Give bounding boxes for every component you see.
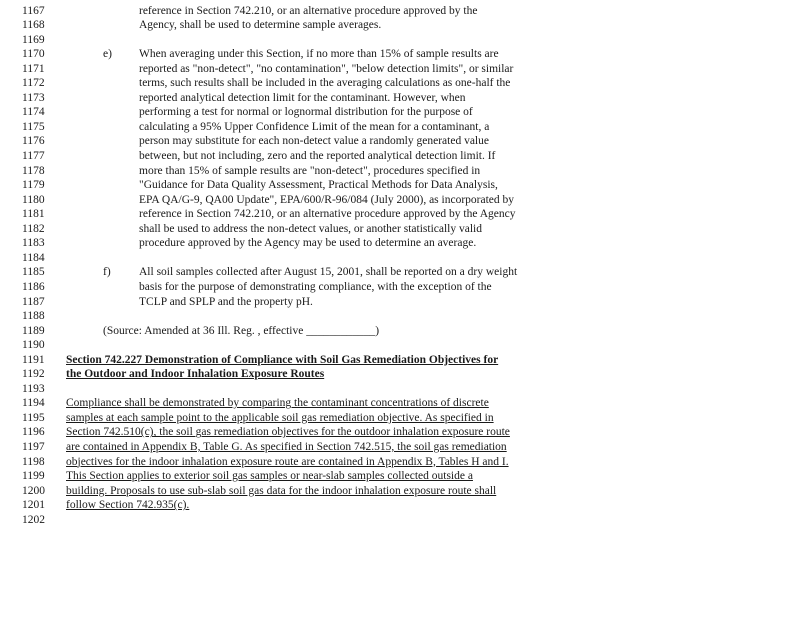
body-text: reported analytical detection limit for the contaminant. However, when	[139, 91, 466, 104]
body-text: are contained in Appendix B, Table G. As specified in Section 742.515, the soil gas remediation	[66, 441, 507, 453]
body-text: reported as "non-detect", "no contamination", "below detection limits", or similar	[139, 62, 514, 75]
line-number: 1179	[22, 179, 45, 192]
body-text: EPA QA/G-9, QA00 Update", EPA/600/R-96/084 (July 2000), as incorporated by	[139, 193, 515, 206]
body-text: between, but not including, zero and the reported analytical detection limit. If	[139, 150, 496, 162]
body-text: "Guidance for Data Quality Assessment, Practical Methods for Data Analysis,	[139, 179, 498, 192]
line-number: 1198	[22, 455, 45, 468]
line-number: 1189	[22, 324, 45, 337]
line-number: 1176	[22, 135, 45, 148]
line-number: 1194	[22, 397, 45, 410]
section-heading: the Outdoor and Indoor Inhalation Exposure Routes	[66, 368, 325, 381]
line-number: 1182	[22, 222, 45, 235]
line-number: 1192	[22, 368, 45, 381]
line-number: 1190	[22, 339, 45, 352]
body-text: Compliance shall be demonstrated by comparing the contaminant concentrations of discrete	[66, 397, 489, 410]
body-text: Agency, shall be used to determine sample averages.	[139, 19, 382, 32]
line-number: 1185	[22, 266, 45, 279]
line-number: 1171	[22, 62, 45, 75]
body-text: reference in Section 742.210, or an alternative procedure approved by the Agency	[139, 208, 516, 221]
line-number: 1197	[22, 441, 45, 453]
line-number: 1195	[22, 411, 45, 424]
body-text: objectives for the indoor inhalation exposure route are contained in Appendix B, Tables H and I.	[66, 455, 509, 468]
line-number: 1170	[22, 48, 45, 61]
line-number: 1188	[22, 310, 45, 323]
line-number: 1173	[22, 91, 45, 104]
line-number: 1187	[22, 295, 45, 308]
body-text: performing a test for normal or lognormal distribution for the purpose of	[139, 106, 473, 119]
body-text: building. Proposals to use sub-slab soil gas data for the indoor inhalation exposure route shall	[66, 484, 497, 497]
line-number: 1196	[22, 426, 45, 439]
body-text: basis for the purpose of demonstrating compliance, with the exception of the	[139, 280, 492, 293]
line-number: 1169	[22, 33, 45, 46]
body-text: f)	[103, 266, 111, 279]
body-text: calculating a 95% Upper Confidence Limit of the mean for a contaminant, a	[139, 120, 490, 133]
body-text: (Source: Amended at 36 Ill. Reg. , effective ____________)	[103, 324, 380, 337]
line-number: 1183	[22, 237, 45, 250]
line-number: 1174	[22, 106, 45, 119]
line-number: 1175	[22, 120, 45, 133]
body-text: All soil samples collected after August 15, 2001, shall be reported on a dry weight	[139, 266, 518, 279]
line-number: 1191	[22, 353, 45, 366]
line-number: 1167	[22, 4, 45, 17]
line-number: 1180	[22, 193, 45, 206]
body-text: follow Section 742.935(c).	[66, 499, 190, 512]
body-text: e)	[103, 48, 112, 61]
line-number: 1184	[22, 251, 45, 264]
body-text: person may substitute for each non-detect value a randomly generated value	[139, 135, 489, 148]
line-number: 1201	[22, 499, 45, 512]
line-number: 1186	[22, 280, 45, 293]
body-text: reference in Section 742.210, or an alternative procedure approved by the	[139, 4, 478, 17]
line-number: 1181	[22, 208, 45, 221]
body-text: procedure approved by the Agency may be used to determine an average.	[139, 237, 477, 250]
body-text: shall be used to address the non-detect values, or another statistically valid	[139, 222, 482, 235]
body-text: Section 742.510(c), the soil gas remediation objectives for the outdoor inhalation exposure route	[66, 426, 510, 439]
body-text: TCLP and SPLP and the property pH.	[139, 295, 313, 308]
body-text: terms, such results shall be included in the averaging calculations as one-half the	[139, 77, 511, 90]
line-number: 1199	[22, 470, 45, 483]
line-number: 1178	[22, 164, 45, 177]
body-text: more than 15% of sample results are "non-detect", procedures specified in	[139, 164, 481, 177]
line-number: 1172	[22, 77, 45, 90]
body-text: When averaging under this Section, if no more than 15% of sample results are	[139, 48, 499, 61]
line-number: 1193	[22, 382, 45, 395]
body-text: samples at each sample point to the applicable soil gas remediation objective. As specified in	[66, 411, 494, 424]
line-number: 1177	[22, 150, 45, 162]
line-number: 1168	[22, 19, 45, 32]
section-heading: Section 742.227 Demonstration of Compliance with Soil Gas Remediation Objectives for	[66, 353, 499, 366]
body-text: This Section applies to exterior soil gas samples or near-slab samples collected outside a	[66, 470, 473, 483]
line-number: 1200	[22, 484, 45, 497]
line-number: 1202	[22, 513, 45, 526]
